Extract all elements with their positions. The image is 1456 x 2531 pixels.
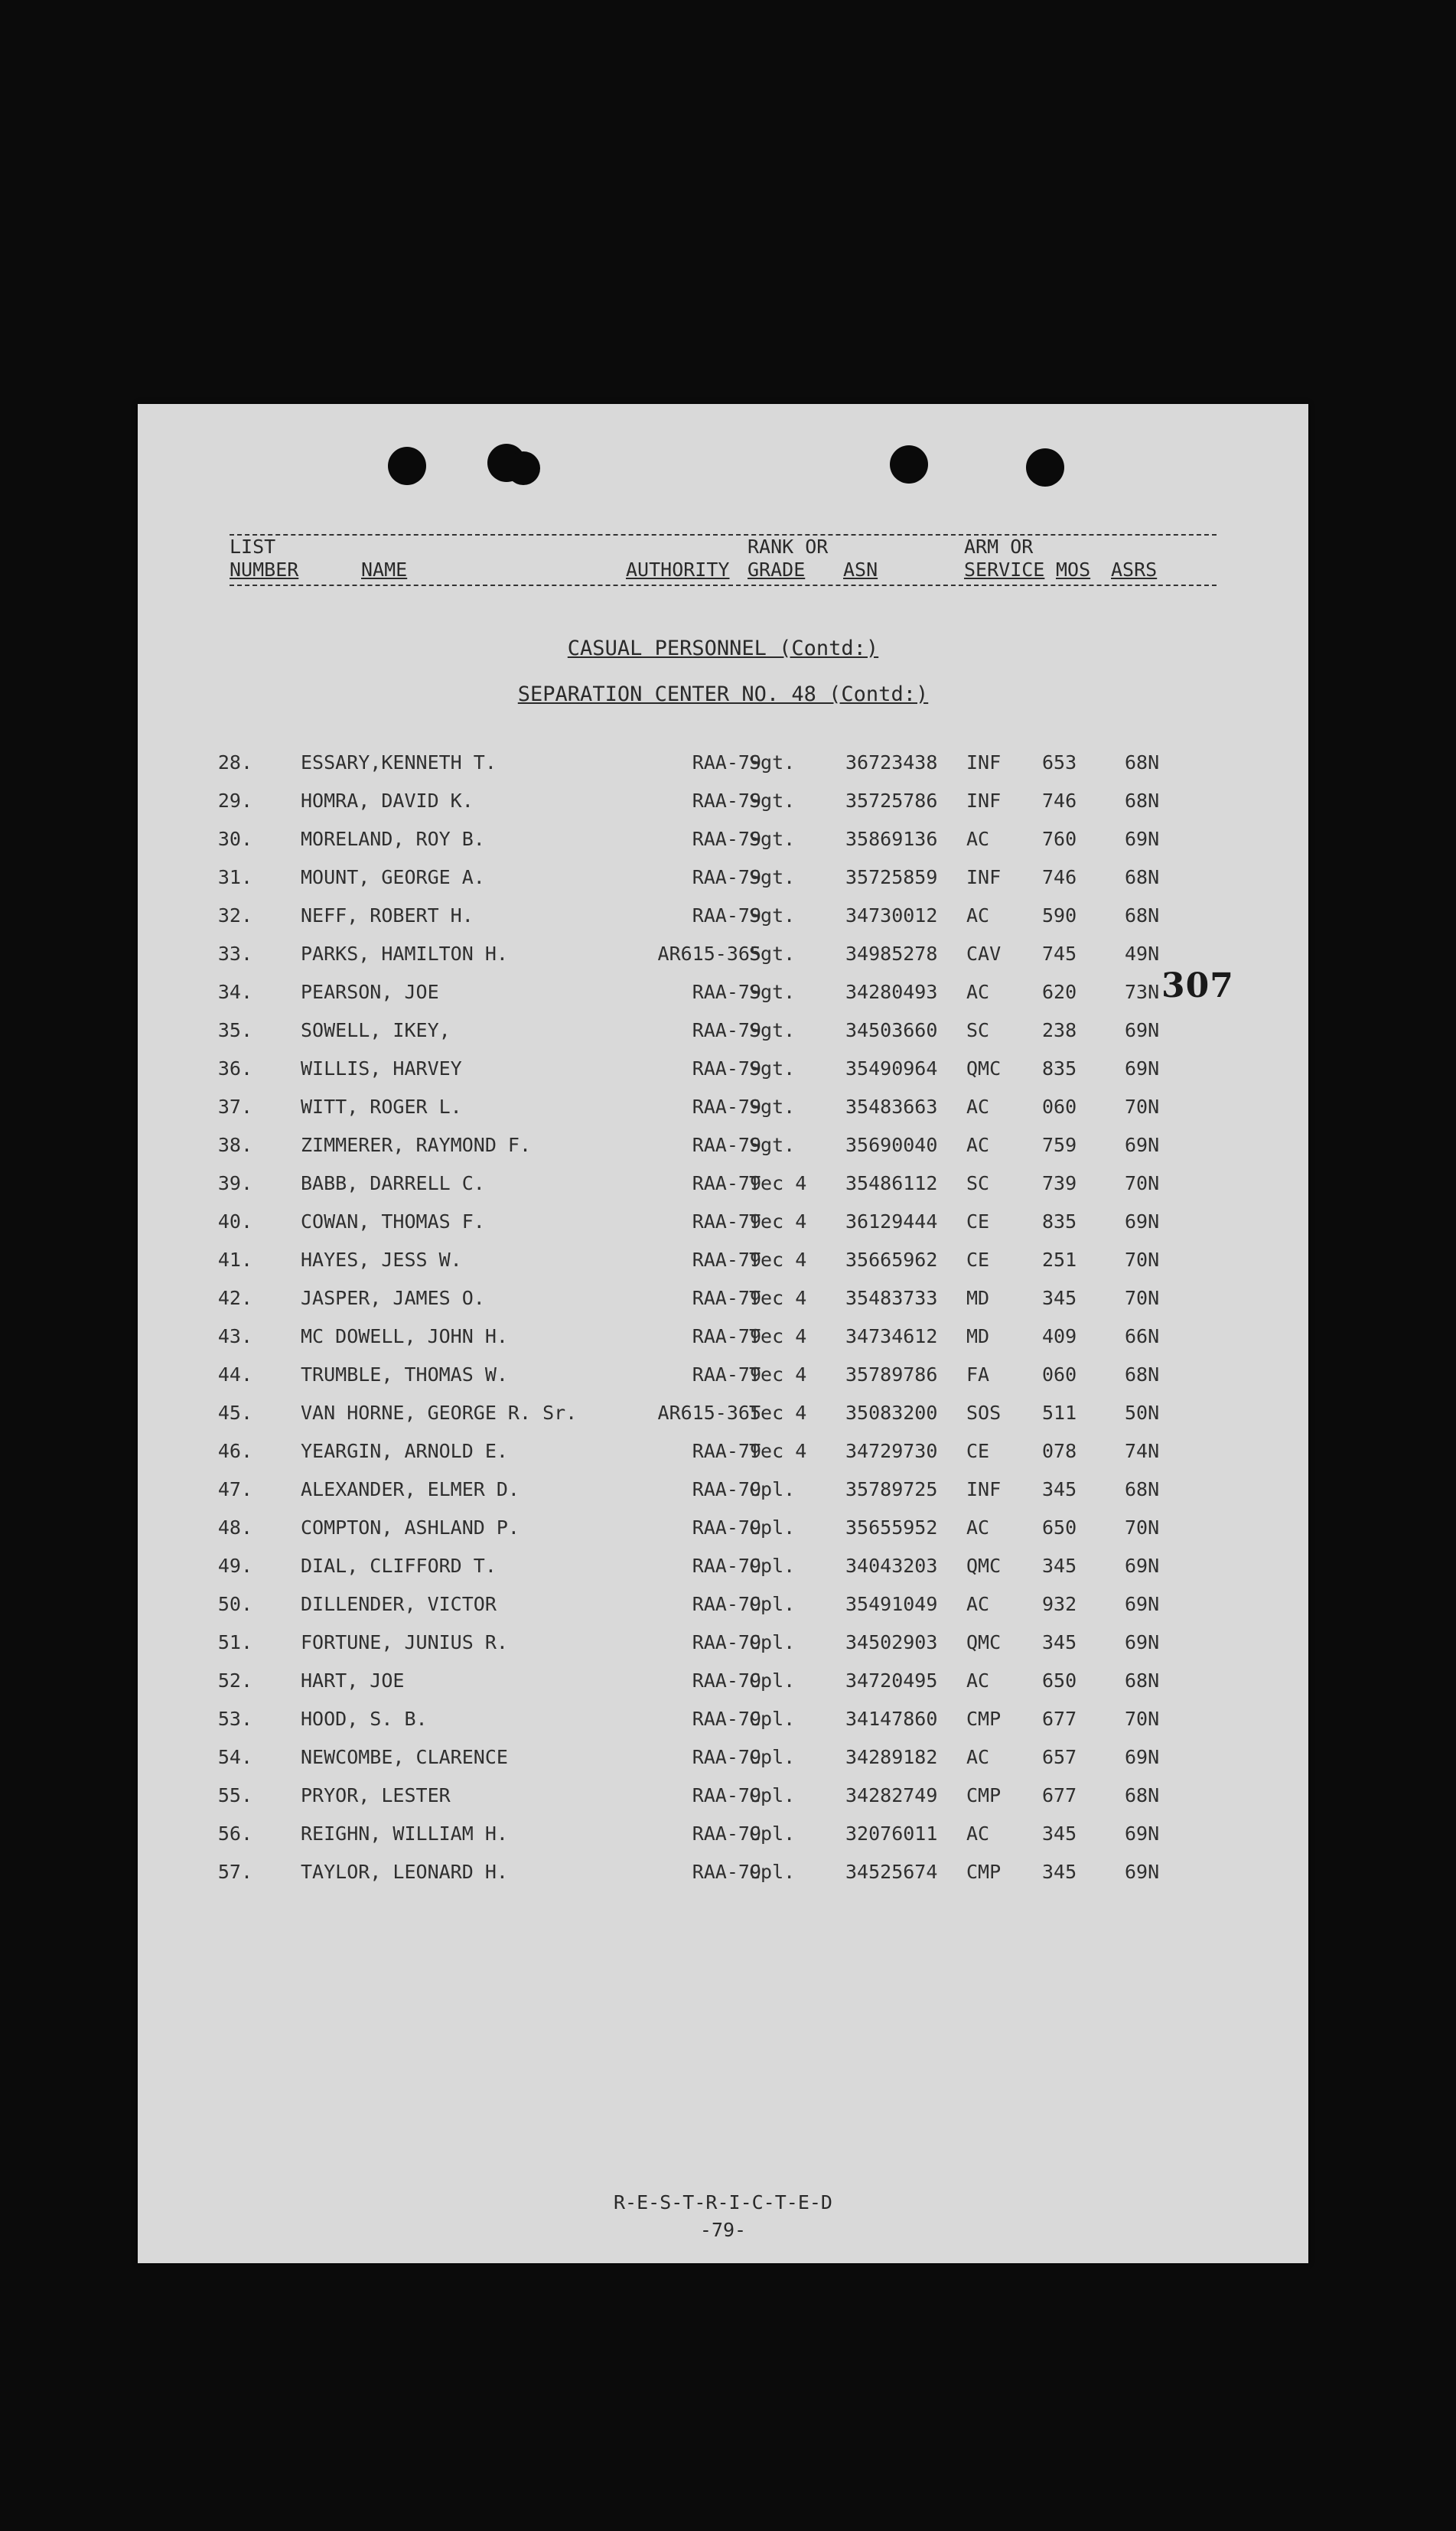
- arm-service-cell: INF: [966, 1478, 1002, 1500]
- mos-cell: 060: [1042, 1096, 1077, 1118]
- arm-service-cell: INF: [966, 866, 1002, 888]
- list-number-cell: 49.: [217, 1555, 252, 1577]
- arm-service-cell: MD: [966, 1287, 990, 1309]
- authority-cell: AR615-365: [657, 1402, 761, 1424]
- arm-service-cell: CMP: [966, 1784, 1002, 1806]
- mos-cell: 745: [1042, 943, 1077, 965]
- arm-service-cell: SC: [966, 1019, 990, 1041]
- person-name-cell: FORTUNE, JUNIUS R.: [301, 1631, 508, 1653]
- person-name-cell: YEARGIN, ARNOLD E.: [301, 1440, 508, 1462]
- list-number-cell: 50.: [217, 1593, 252, 1615]
- list-number-cell: 32.: [217, 904, 252, 927]
- arm-service-cell: AC: [966, 1669, 990, 1692]
- asn-cell: 32076011: [845, 1823, 938, 1845]
- authority-cell: RAA-79: [692, 1631, 761, 1653]
- asrs-cell: 66N: [1125, 1325, 1160, 1347]
- header-name: NAME: [361, 559, 408, 581]
- punch-hole: [388, 447, 426, 485]
- asn-cell: 35490964: [845, 1057, 938, 1080]
- person-name-cell: DILLENDER, VICTOR: [301, 1593, 497, 1615]
- list-number-cell: 37.: [217, 1096, 252, 1118]
- asn-cell: 35789725: [845, 1478, 938, 1500]
- person-name-cell: COMPTON, ASHLAND P.: [301, 1516, 520, 1539]
- authority-cell: RAA-79: [692, 1669, 761, 1692]
- authority-cell: RAA-79: [692, 1746, 761, 1768]
- grade-cell: Tec 4: [749, 1325, 807, 1347]
- table-row: [138, 1708, 1308, 1738]
- grade-cell: Tec 4: [749, 1249, 807, 1271]
- person-name-cell: COWAN, THOMAS F.: [301, 1210, 485, 1233]
- mos-cell: 060: [1042, 1363, 1077, 1386]
- authority-cell: RAA-79: [692, 751, 761, 774]
- arm-service-cell: AC: [966, 1746, 990, 1768]
- grade-cell: Cpl.: [749, 1478, 796, 1500]
- document-page: [138, 404, 1308, 2263]
- asn-cell: 35725859: [845, 866, 938, 888]
- mos-cell: 650: [1042, 1516, 1077, 1539]
- asrs-cell: 69N: [1125, 1631, 1160, 1653]
- list-number-cell: 48.: [217, 1516, 252, 1539]
- asn-cell: 35083200: [845, 1402, 938, 1424]
- arm-service-cell: CAV: [966, 943, 1002, 965]
- header-arm: ARM OR: [964, 536, 1034, 558]
- table-row: [138, 1210, 1308, 1241]
- authority-cell: AR615-365: [657, 943, 761, 965]
- authority-cell: RAA-79: [692, 1096, 761, 1118]
- mos-cell: 620: [1042, 981, 1077, 1003]
- mos-cell: 511: [1042, 1402, 1077, 1424]
- arm-service-cell: AC: [966, 1134, 990, 1156]
- table-row: [138, 1249, 1308, 1279]
- asrs-cell: 69N: [1125, 1057, 1160, 1080]
- grade-cell: Cpl.: [749, 1593, 796, 1615]
- grade-cell: Cpl.: [749, 1631, 796, 1653]
- mos-cell: 590: [1042, 904, 1077, 927]
- asrs-cell: 69N: [1125, 1823, 1160, 1845]
- asn-cell: 36129444: [845, 1210, 938, 1233]
- mos-cell: 759: [1042, 1134, 1077, 1156]
- asn-cell: 34289182: [845, 1746, 938, 1768]
- authority-cell: RAA-79: [692, 904, 761, 927]
- asn-cell: 34985278: [845, 943, 938, 965]
- asn-cell: 35483663: [845, 1096, 938, 1118]
- table-row: [138, 1516, 1308, 1547]
- authority-cell: RAA-79: [692, 1784, 761, 1806]
- mos-cell: 238: [1042, 1019, 1077, 1041]
- mos-cell: 251: [1042, 1249, 1077, 1271]
- list-number-cell: 53.: [217, 1708, 252, 1730]
- grade-cell: Cpl.: [749, 1861, 796, 1883]
- asrs-cell: 70N: [1125, 1708, 1160, 1730]
- table-row: [138, 1019, 1308, 1050]
- mos-cell: 760: [1042, 828, 1077, 850]
- list-number-cell: 31.: [217, 866, 252, 888]
- grade-cell: Sgt.: [749, 1057, 796, 1080]
- header-authority: AUTHORITY: [626, 559, 730, 581]
- mos-cell: 650: [1042, 1669, 1077, 1692]
- person-name-cell: PRYOR, LESTER: [301, 1784, 451, 1806]
- header-top-rule: [230, 534, 1217, 536]
- authority-cell: RAA-79: [692, 1823, 761, 1845]
- asn-cell: 34502903: [845, 1631, 938, 1653]
- asrs-cell: 68N: [1125, 751, 1160, 774]
- person-name-cell: ZIMMERER, RAYMOND F.: [301, 1134, 532, 1156]
- list-number-cell: 28.: [217, 751, 252, 774]
- header-mos: MOS: [1056, 559, 1091, 581]
- table-row: [138, 1134, 1308, 1165]
- asn-cell: 34503660: [845, 1019, 938, 1041]
- grade-cell: Sgt.: [749, 790, 796, 812]
- asrs-cell: 69N: [1125, 1746, 1160, 1768]
- arm-service-cell: QMC: [966, 1057, 1002, 1080]
- authority-cell: RAA-79: [692, 790, 761, 812]
- authority-cell: RAA-79: [692, 1134, 761, 1156]
- person-name-cell: REIGHN, WILLIAM H.: [301, 1823, 508, 1845]
- list-number-cell: 30.: [217, 828, 252, 850]
- grade-cell: Sgt.: [749, 943, 796, 965]
- table-row: [138, 828, 1308, 858]
- grade-cell: Cpl.: [749, 1708, 796, 1730]
- header-grade: GRADE: [748, 559, 806, 581]
- authority-cell: RAA-79: [692, 1708, 761, 1730]
- arm-service-cell: INF: [966, 751, 1002, 774]
- asn-cell: 35655952: [845, 1516, 938, 1539]
- header-asrs: ASRS: [1111, 559, 1158, 581]
- asn-cell: 35483733: [845, 1287, 938, 1309]
- mos-cell: 345: [1042, 1478, 1077, 1500]
- authority-cell: RAA-79: [692, 1249, 761, 1271]
- list-number-cell: 41.: [217, 1249, 252, 1271]
- person-name-cell: HAYES, JESS W.: [301, 1249, 462, 1271]
- table-row: [138, 1440, 1308, 1471]
- asn-cell: 34730012: [845, 904, 938, 927]
- asrs-cell: 70N: [1125, 1516, 1160, 1539]
- mos-cell: 345: [1042, 1631, 1077, 1653]
- asrs-cell: 70N: [1125, 1249, 1160, 1271]
- table-row: [138, 1172, 1308, 1203]
- list-number-cell: 52.: [217, 1669, 252, 1692]
- mos-cell: 746: [1042, 790, 1077, 812]
- grade-cell: Sgt.: [749, 1019, 796, 1041]
- person-name-cell: BABB, DARRELL C.: [301, 1172, 485, 1194]
- person-name-cell: HOOD, S. B.: [301, 1708, 428, 1730]
- person-name-cell: DIAL, CLIFFORD T.: [301, 1555, 497, 1577]
- person-name-cell: SOWELL, IKEY,: [301, 1019, 451, 1041]
- asrs-cell: 69N: [1125, 1861, 1160, 1883]
- mos-cell: 746: [1042, 866, 1077, 888]
- table-row: [138, 1861, 1308, 1891]
- person-name-cell: MC DOWELL, JOHN H.: [301, 1325, 508, 1347]
- asrs-cell: 49N: [1125, 943, 1160, 965]
- arm-service-cell: CE: [966, 1210, 990, 1233]
- section-title: CASUAL PERSONNEL (Contd:): [567, 637, 879, 660]
- table-row: [138, 1478, 1308, 1509]
- grade-cell: Cpl.: [749, 1555, 796, 1577]
- person-name-cell: NEFF, ROBERT H.: [301, 904, 474, 927]
- header-asn: ASN: [843, 559, 878, 581]
- mos-cell: 932: [1042, 1593, 1077, 1615]
- arm-service-cell: AC: [966, 828, 990, 850]
- header-list: LIST: [230, 536, 276, 558]
- asrs-cell: 68N: [1125, 904, 1160, 927]
- asn-cell: 34043203: [845, 1555, 938, 1577]
- mos-cell: 345: [1042, 1861, 1077, 1883]
- person-name-cell: WITT, ROGER L.: [301, 1096, 462, 1118]
- asn-cell: 35491049: [845, 1593, 938, 1615]
- authority-cell: RAA-79: [692, 1861, 761, 1883]
- person-name-cell: MORELAND, ROY B.: [301, 828, 485, 850]
- mos-cell: 739: [1042, 1172, 1077, 1194]
- grade-cell: Sgt.: [749, 904, 796, 927]
- asrs-cell: 70N: [1125, 1172, 1160, 1194]
- header-number: NUMBER: [230, 559, 299, 581]
- asn-cell: 34525674: [845, 1861, 938, 1883]
- list-number-cell: 38.: [217, 1134, 252, 1156]
- grade-cell: Tec 4: [749, 1210, 807, 1233]
- mos-cell: 835: [1042, 1057, 1077, 1080]
- authority-cell: RAA-79: [692, 1172, 761, 1194]
- table-row: [138, 1287, 1308, 1318]
- punch-hole: [890, 445, 928, 484]
- asrs-cell: 69N: [1125, 1210, 1160, 1233]
- asrs-cell: 69N: [1125, 1019, 1160, 1041]
- table-row: [138, 1325, 1308, 1356]
- list-number-cell: 33.: [217, 943, 252, 965]
- punch-hole: [1026, 448, 1064, 487]
- asrs-cell: 73N: [1125, 981, 1160, 1003]
- page-stamp-number: 307: [1161, 966, 1234, 1005]
- grade-cell: Cpl.: [749, 1669, 796, 1692]
- asrs-cell: 68N: [1125, 1669, 1160, 1692]
- grade-cell: Cpl.: [749, 1516, 796, 1539]
- person-name-cell: MOUNT, GEORGE A.: [301, 866, 485, 888]
- table-row: [138, 1363, 1308, 1394]
- grade-cell: Sgt.: [749, 1134, 796, 1156]
- table-row: [138, 1784, 1308, 1815]
- arm-service-cell: CE: [966, 1440, 990, 1462]
- person-name-cell: HART, JOE: [301, 1669, 405, 1692]
- authority-cell: RAA-79: [692, 1287, 761, 1309]
- list-number-cell: 35.: [217, 1019, 252, 1041]
- arm-service-cell: QMC: [966, 1555, 1002, 1577]
- authority-cell: RAA-79: [692, 828, 761, 850]
- list-number-cell: 39.: [217, 1172, 252, 1194]
- arm-service-cell: CMP: [966, 1708, 1002, 1730]
- arm-service-cell: CE: [966, 1249, 990, 1271]
- authority-cell: RAA-79: [692, 1440, 761, 1462]
- asn-cell: 35725786: [845, 790, 938, 812]
- arm-service-cell: CMP: [966, 1861, 1002, 1883]
- list-number-cell: 47.: [217, 1478, 252, 1500]
- asrs-cell: 69N: [1125, 1134, 1160, 1156]
- list-number-cell: 40.: [217, 1210, 252, 1233]
- list-number-cell: 51.: [217, 1631, 252, 1653]
- asrs-cell: 68N: [1125, 1784, 1160, 1806]
- mos-cell: 409: [1042, 1325, 1077, 1347]
- grade-cell: Tec 4: [749, 1172, 807, 1194]
- mos-cell: 677: [1042, 1708, 1077, 1730]
- asn-cell: 35869136: [845, 828, 938, 850]
- authority-cell: RAA-79: [692, 866, 761, 888]
- person-name-cell: HOMRA, DAVID K.: [301, 790, 474, 812]
- arm-service-cell: AC: [966, 981, 990, 1003]
- asn-cell: 36723438: [845, 751, 938, 774]
- arm-service-cell: AC: [966, 1096, 990, 1118]
- list-number-cell: 46.: [217, 1440, 252, 1462]
- authority-cell: RAA-79: [692, 1478, 761, 1500]
- person-name-cell: PEARSON, JOE: [301, 981, 439, 1003]
- list-number-cell: 34.: [217, 981, 252, 1003]
- person-name-cell: ALEXANDER, ELMER D.: [301, 1478, 520, 1500]
- list-number-cell: 42.: [217, 1287, 252, 1309]
- authority-cell: RAA-79: [692, 1325, 761, 1347]
- person-name-cell: TRUMBLE, THOMAS W.: [301, 1363, 508, 1386]
- asrs-cell: 69N: [1125, 1593, 1160, 1615]
- table-row: [138, 751, 1308, 782]
- arm-service-cell: AC: [966, 1516, 990, 1539]
- table-row: [138, 904, 1308, 935]
- asrs-cell: 68N: [1125, 866, 1160, 888]
- page-number: -79-: [699, 2219, 747, 2241]
- authority-cell: RAA-79: [692, 981, 761, 1003]
- authority-cell: RAA-79: [692, 1593, 761, 1615]
- asrs-cell: 69N: [1125, 1555, 1160, 1577]
- asn-cell: 35690040: [845, 1134, 938, 1156]
- authority-cell: RAA-79: [692, 1555, 761, 1577]
- arm-service-cell: SOS: [966, 1402, 1002, 1424]
- grade-cell: Sgt.: [749, 981, 796, 1003]
- grade-cell: Sgt.: [749, 751, 796, 774]
- asn-cell: 34734612: [845, 1325, 938, 1347]
- mos-cell: 657: [1042, 1746, 1077, 1768]
- grade-cell: Cpl.: [749, 1784, 796, 1806]
- grade-cell: Tec 4: [749, 1363, 807, 1386]
- arm-service-cell: INF: [966, 790, 1002, 812]
- person-name-cell: NEWCOMBE, CLARENCE: [301, 1746, 508, 1768]
- header-rank: RANK OR: [748, 536, 829, 558]
- grade-cell: Sgt.: [749, 1096, 796, 1118]
- mos-cell: 345: [1042, 1823, 1077, 1845]
- table-row: [138, 1823, 1308, 1853]
- arm-service-cell: AC: [966, 1593, 990, 1615]
- table-row: [138, 1096, 1308, 1126]
- asrs-cell: 68N: [1125, 790, 1160, 812]
- asrs-cell: 68N: [1125, 1478, 1160, 1500]
- grade-cell: Cpl.: [749, 1823, 796, 1845]
- person-name-cell: WILLIS, HARVEY: [301, 1057, 462, 1080]
- list-number-cell: 56.: [217, 1823, 252, 1845]
- asrs-cell: 70N: [1125, 1096, 1160, 1118]
- list-number-cell: 45.: [217, 1402, 252, 1424]
- person-name-cell: TAYLOR, LEONARD H.: [301, 1861, 508, 1883]
- arm-service-cell: SC: [966, 1172, 990, 1194]
- grade-cell: Tec 4: [749, 1287, 807, 1309]
- asn-cell: 34147860: [845, 1708, 938, 1730]
- table-row: [138, 981, 1308, 1011]
- grade-cell: Cpl.: [749, 1746, 796, 1768]
- mos-cell: 078: [1042, 1440, 1077, 1462]
- list-number-cell: 44.: [217, 1363, 252, 1386]
- header-service: SERVICE: [964, 559, 1045, 581]
- arm-service-cell: MD: [966, 1325, 990, 1347]
- asrs-cell: 50N: [1125, 1402, 1160, 1424]
- authority-cell: RAA-79: [692, 1210, 761, 1233]
- asrs-cell: 74N: [1125, 1440, 1160, 1462]
- asn-cell: 35665962: [845, 1249, 938, 1271]
- grade-cell: Tec 4: [749, 1440, 807, 1462]
- authority-cell: RAA-79: [692, 1516, 761, 1539]
- table-row: [138, 1631, 1308, 1662]
- person-name-cell: VAN HORNE, GEORGE R. Sr.: [301, 1402, 578, 1424]
- table-row: [138, 1746, 1308, 1777]
- table-row: [138, 1669, 1308, 1700]
- grade-cell: Sgt.: [749, 828, 796, 850]
- grade-cell: Sgt.: [749, 866, 796, 888]
- asn-cell: 35486112: [845, 1172, 938, 1194]
- mos-cell: 345: [1042, 1555, 1077, 1577]
- authority-cell: RAA-79: [692, 1057, 761, 1080]
- grade-cell: Tec 4: [749, 1402, 807, 1424]
- header-bottom-rule: [230, 585, 1217, 586]
- asrs-cell: 69N: [1125, 828, 1160, 850]
- restricted-marking: R-E-S-T-R-I-C-T-E-D: [614, 2191, 832, 2213]
- list-number-cell: 57.: [217, 1861, 252, 1883]
- list-number-cell: 54.: [217, 1746, 252, 1768]
- person-name-cell: JASPER, JAMES O.: [301, 1287, 485, 1309]
- list-number-cell: 55.: [217, 1784, 252, 1806]
- list-number-cell: 43.: [217, 1325, 252, 1347]
- asn-cell: 34282749: [845, 1784, 938, 1806]
- table-row: [138, 1593, 1308, 1624]
- table-row: [138, 943, 1308, 973]
- arm-service-cell: QMC: [966, 1631, 1002, 1653]
- list-number-cell: 29.: [217, 790, 252, 812]
- table-row: [138, 1402, 1308, 1432]
- punch-hole: [507, 451, 540, 485]
- table-row: [138, 1057, 1308, 1088]
- asn-cell: 34280493: [845, 981, 938, 1003]
- list-number-cell: 36.: [217, 1057, 252, 1080]
- mos-cell: 345: [1042, 1287, 1077, 1309]
- arm-service-cell: AC: [966, 904, 990, 927]
- asrs-cell: 68N: [1125, 1363, 1160, 1386]
- authority-cell: RAA-79: [692, 1019, 761, 1041]
- table-row: [138, 790, 1308, 820]
- subsection-title: SEPARATION CENTER NO. 48 (Contd:): [517, 682, 929, 706]
- asn-cell: 34720495: [845, 1669, 938, 1692]
- mos-cell: 835: [1042, 1210, 1077, 1233]
- asrs-cell: 70N: [1125, 1287, 1160, 1309]
- arm-service-cell: FA: [966, 1363, 990, 1386]
- asn-cell: 35789786: [845, 1363, 938, 1386]
- asn-cell: 34729730: [845, 1440, 938, 1462]
- arm-service-cell: AC: [966, 1823, 990, 1845]
- mos-cell: 653: [1042, 751, 1077, 774]
- authority-cell: RAA-79: [692, 1363, 761, 1386]
- table-row: [138, 1555, 1308, 1585]
- person-name-cell: ESSARY,KENNETH T.: [301, 751, 497, 774]
- table-row: [138, 866, 1308, 897]
- mos-cell: 677: [1042, 1784, 1077, 1806]
- person-name-cell: PARKS, HAMILTON H.: [301, 943, 508, 965]
